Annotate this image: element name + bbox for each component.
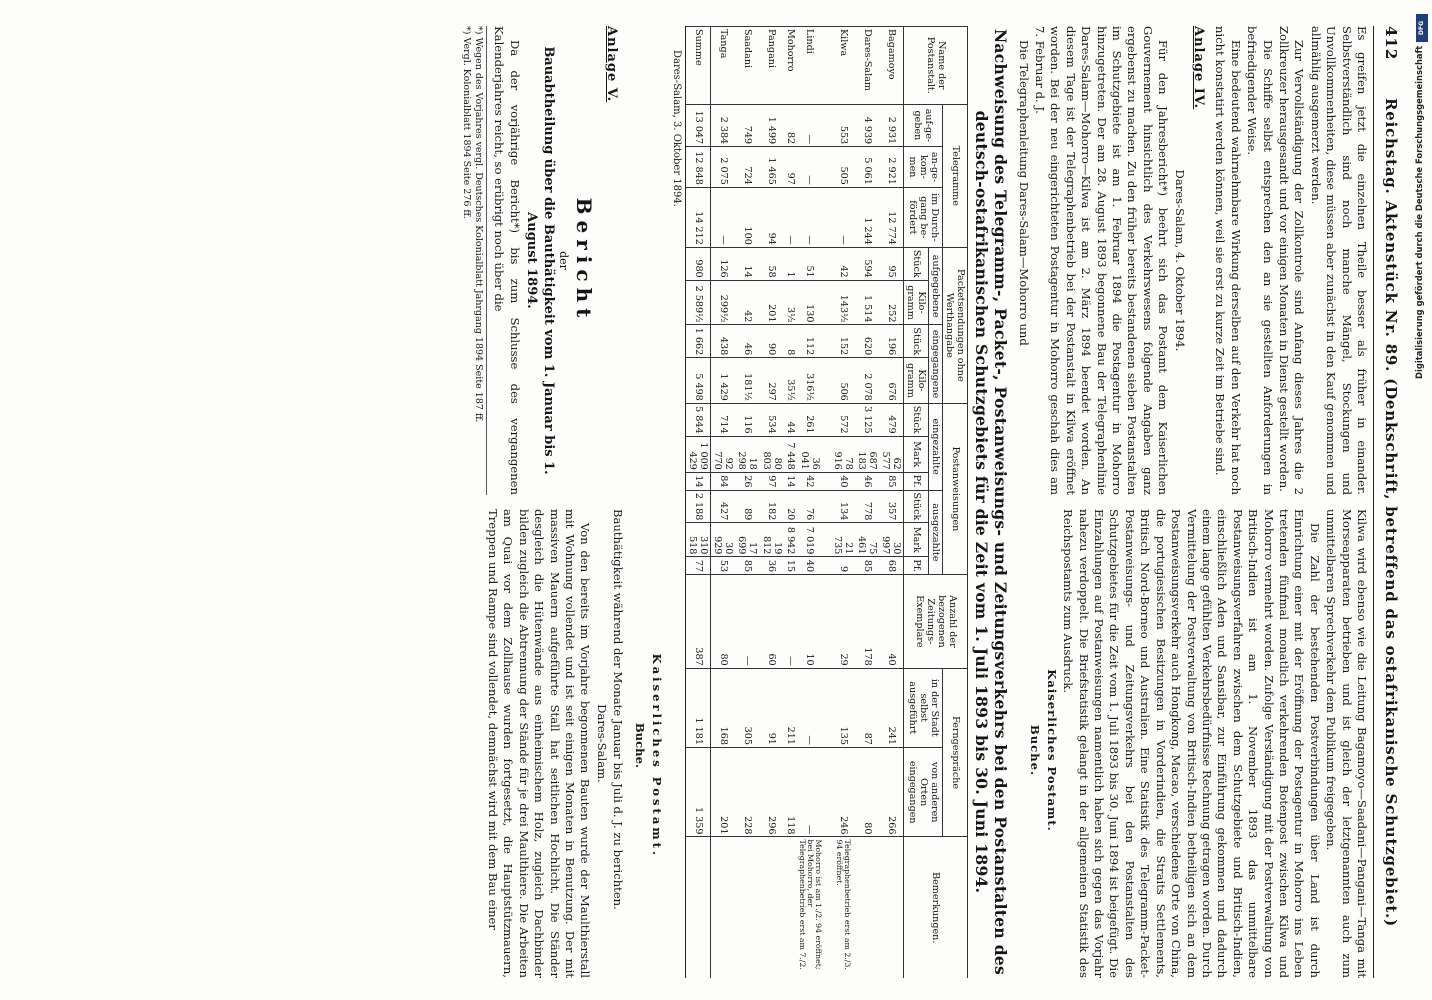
spacer-cell [823,280,831,325]
cell-f2: — [797,747,824,837]
cell-pk-ein-st: 1 662 [686,325,711,358]
cell-pa-ein-st: 714 [711,403,736,436]
cell-tel-an: 2 075 [711,147,736,188]
col-header-postanweisungen: Postanweisungen [943,403,968,574]
cell-f2: 118 [784,747,797,837]
unit-mark: Mark [904,436,929,472]
paragraph: Es greifen jetzt die einzelnen Theile besser als früher in einander. Selbstverständlich sind noch manche Mängel, Stockungen und Unvollkommenheiten, diese müssen aber zunächst in den Kauf genommen und allmählig ausgemerzt werden. [1308,26,1369,495]
table-title: Nachweisung des Telegramm-, Packet-, Postanweisungs- und Zeitungsverkehrs bei den Postanstalten des deutsch-ostafrikanischen Schutzgebiets für die Zeit vom 1. Juli 1893 bis 30. Juni 1894. [971,28,1011,976]
cell-tel-an: 97 [784,147,797,188]
paragraph: Zur Vervollständigung der Zollkontrole sind Anfang dieses Jahres die 2 Zollkreuzer herausgesandt und vor einigen Monaten in Dienst gestellt worden. [1276,26,1307,495]
spacer-cell [823,187,831,247]
cell-postanstalt: Lindi [797,27,824,105]
cell-pa-ein-st: 116 [735,403,759,436]
cell-pa-ein-st: 44 [784,403,797,436]
cell-pa-aus-pf: 85 [855,557,879,575]
cell-zeit: 60 [759,575,783,669]
anlage-v-left [460,26,625,495]
cell-pk-ein-kg: 1 429 [711,358,736,404]
cell-pa-aus-st: 89 [735,490,759,523]
cell-pa-aus-m: 8 942 [784,523,797,557]
cell-pa-ein-st: 5 844 [686,403,711,436]
cell-pa-aus-pf: 40 [797,557,824,575]
cell-pa-ein-m: 7 448 [784,436,797,472]
unit-kilogramm: Kilo-gramm [904,280,929,325]
cell-postanstalt: Mohorro [784,27,797,105]
unit-stueck: Stück [904,325,929,358]
signature-office: Kaiserliches Postamt. [1044,669,1059,832]
cell-tel-an: 5 061 [855,147,879,188]
table-signature-name: Buche. [632,722,647,768]
cell-tel-auf: — [797,104,824,146]
col-header-ferngespraeche: Ferngespräche [943,668,968,837]
unit-stueck: Stück [904,247,929,280]
cell-pa-aus-m: 310 518 [686,523,711,557]
cell-pa-ein-m: 36 041 [797,436,824,472]
unit-stueck: Stück [904,490,929,523]
table-row [784,27,797,979]
cell-zeit: 387 [686,575,711,669]
cell-tel-durch: 12 774 [879,187,904,247]
cell-pk-ein-kg: 181½ [735,358,759,404]
paragraph: Da der vorjährige Bericht*) bis zum Schlusse des vergangenen Kalenderjahres reicht, so erübrigt noch über die [492,26,522,495]
cell-bemerkung: Mohorro ist am 1./2. 94 eröffnet; bei Mohorro, der Telegraphenbetrieb erst am 7./2. [797,837,824,978]
left-column [1014,26,1369,495]
right-column [1014,509,1369,978]
cell-tel-durch: 1 244 [855,187,879,247]
spacer-cell [823,837,831,978]
cell-pk-ein-st: 438 [711,325,736,358]
cell-postanstalt: Kilwa [831,27,855,105]
spacer-cell [823,325,831,358]
cell-pa-aus-pf: 77 [686,557,711,575]
cell-f2: 266 [879,747,904,837]
cell-tel-an: 1 465 [759,147,783,188]
cell-f1: 135 [831,668,855,747]
cell-pa-ein-pf: 46 [855,472,879,490]
cell-tel-auf: 749 [735,104,759,146]
cell-pk-ein-kg: 2 078 [855,358,879,404]
cell-pk-ein-st: 620 [855,325,879,358]
paragraph: Eine bedeutend wahrnehmbare Wirkung derselben auf den Verkehr hat noch nicht konstatirt werden können, weil sie erst zu kurze Zeit im Betriebe sind. [1213,26,1243,495]
spacer-cell [823,557,831,575]
paragraph: Die Zahl der bestehenden Postverbindungen über Land ist durch Einrichtung einer mit der Eröffnung der Postagentur in Mohorro ins Leben tretenden fünfmal monatlich verkehrenden Botenpost zwischen Kilwa und Mohorro vermehrt worden. Zufolge Verständigung mit der Postverwaltung von Britisch-Indien ist am 1. November 1893 das unmittelbare Postanweisungsverfahren zwischen dem Schutzgebiete und Britisch-Indien, einschließlich Aden und Sansibar, zur Einführung gekommen und dadurch einem lange gefühlten Verkehrsbedürfnisse Rechnung getragen worden. Durch Vermittelung der Postverwaltung von Britisch-Indien betheiligen sich an dem Postanweisungsverkehr auch Hongkong, Macao, verschiedene Orte von China, die portugiesischen Besitzungen in Vorderindien, die Straits Settlements, Britisch Nord-Borneo und Australien. Eine Statistik des Telegramm-Packet-Postanweisungs- und Zeitungsverkehrs bei den Postanstalten des Schutzgebietes für die Zeit vom 1. Juli 1893 bis 30. Juni 1894 ist beigefügt. Die Einzahlungen auf Postanweisungen namentlich haben sich gegen das Vorjahr nahezu verdoppelt. Die Briefstatistik gelangt in der allgemeinen Statistik des Reichspostamts zum Ausdruck. [1061,509,1322,978]
cell-tel-durch: — [831,187,855,247]
section-label-anlage-iv: Anlage IV. [1190,26,1206,110]
cell-pk-ein-kg: 316½ [797,358,824,404]
paragraph: Die Telegraphenleitung Dares-Salam—Mohorro und [1016,40,1031,346]
cell-f1: 1 181 [686,668,711,747]
unit-stueck: Stück [904,403,929,436]
col-header-zeitungen: Anzahl der bezogenen Zeitungs-Exemplare [904,575,968,669]
table-body [686,27,904,979]
cell-pk-ein-st: 112 [797,325,824,358]
table-date-line: Dares-Salam, 3. Oktober 1894. [671,50,683,207]
page-number: 412 [1382,26,1400,61]
cell-f2: 246 [831,747,855,837]
cell-pk-auf-kg: 2 589½ [686,280,711,325]
unit-pf: Pf. [904,472,929,490]
table-signature-office: Kaiserliches Postamt. [650,653,664,858]
cell-pa-ein-m: 92 770 [711,436,736,472]
cell-bemerkung [686,837,711,978]
cell-pa-ein-st: 534 [759,403,783,436]
cell-pa-aus-st: 134 [831,490,855,523]
cell-pk-auf-kg: 252 [879,280,904,325]
paragraph: Für den Jahresbericht*) beehrt sich das Postamt dem Kaiserlichen Gouvernement hinsichtlich des Verkehrswesens folgende Angaben ganz ergebenst zu machen. Zu den früher bereits bestandenen sieben Postanstalten im Schutzgebiete ist am 1. Februar 1894 die Postagentur in Mohorro hinzugetreten. Der am 28. August 1893 begonnene Bau der Telegraphenlinie Dares-Salam—Mohorro—Kilwa ist am 2. März 1894 beendet worden. An diesem Tage ist der Telegraphenbetrieb bei der Postanstalt in Kilwa eröffnet worden. Bei der neu eingerichteten Postagentur in Mohorro geschah dies am 7. Februar d. J. [1033,26,1171,495]
cell-tel-an: 12 848 [686,147,711,188]
cell-pk-ein-kg: 297 [759,358,783,404]
cell-pa-ein-m: 62 577 [879,436,904,472]
col-header-tel-auf: auf-ge-geben [904,104,943,146]
col-header-tel-durch: im Durch-gang be-fördert [904,187,943,247]
cell-pa-aus-m: 21 735 [831,523,855,557]
anlage-v-right [460,509,625,978]
table-row [797,27,824,979]
cell-pk-auf-kg: 299½ [711,280,736,325]
cell-pa-aus-pf: 85 [735,557,759,575]
table-row [711,27,736,979]
cell-zeit: 178 [855,575,879,669]
col-header-packet: Packetsendungen ohne Werthangabe [943,247,968,403]
cell-bemerkung [879,837,904,978]
cell-tel-an: — [797,147,824,188]
cell-zeit: 40 [879,575,904,669]
cell-pa-aus-pf: 68 [879,557,904,575]
cell-pk-ein-st: 196 [879,325,904,358]
cell-pa-aus-m: 30 997 [879,523,904,557]
cell-pk-ein-st: 8 [784,325,797,358]
cell-postanstalt: Saadani [735,27,759,105]
spacer-cell [823,472,831,490]
cell-pa-aus-pf: 9 [831,557,855,575]
cell-f1: 241 [879,668,904,747]
cell-pk-auf-st: 14 [735,247,759,280]
cell-pa-aus-m: 7 019 [797,523,824,557]
signature-name: Buche. [1028,724,1043,777]
cell-pa-aus-pf: 53 [711,557,736,575]
table-row [831,27,855,979]
cell-pk-auf-kg: 143½ [831,280,855,325]
cell-pa-ein-pf: 97 [759,472,783,490]
dfg-logo: DFG [1416,14,1428,42]
cell-tel-durch: 14 212 [686,187,711,247]
spacer-cell [823,147,831,188]
cell-zeit: — [735,575,759,669]
cell-pa-aus-st: 182 [759,490,783,523]
unit-mark: Mark [904,523,929,557]
cell-bemerkung [855,837,879,978]
cell-f1: 168 [711,668,736,747]
spacer-cell [823,104,831,146]
spacer-cell [823,523,831,557]
cell-pa-ein-pf: 84 [711,472,736,490]
place-heading: Dares-Salam. [594,704,609,783]
col-header-fern-stadt: in der Stadt selbst ausgeführt [904,668,943,747]
cell-pk-auf-kg: 3½ [784,280,797,325]
unit-pf: Pf. [904,557,929,575]
cell-pk-auf-st: 95 [879,247,904,280]
cell-zeit: 80 [711,575,736,669]
cell-bemerkung [784,837,797,978]
cell-f2: 201 [711,747,736,837]
cell-postanstalt: Dares-Salam [855,27,879,105]
cell-pa-aus-st: 357 [879,490,904,523]
cell-pk-auf-st: 51 [797,247,824,280]
cell-pk-ein-st: 46 [735,325,759,358]
cell-bemerkung [711,837,736,978]
cell-f1: 91 [759,668,783,747]
cell-pa-ein-m: 687 183 [855,436,879,472]
unit-kilogramm: Kilo-gramm [904,358,929,404]
cell-tel-durch: 94 [759,187,783,247]
place-date: Dares-Salam, 4. Oktober 1894. [1172,169,1187,352]
section-label-anlage-v: Anlage V. [604,26,620,103]
spacer-cell [823,490,831,523]
digitization-sidebar [1414,6,1430,994]
spacer-cell [823,575,831,669]
cell-zeit: — [784,575,797,669]
cell-pa-ein-m: 1 009 429 [686,436,711,472]
cell-tel-auf: 2 384 [711,104,736,146]
cell-tel-an: 724 [735,147,759,188]
spacer-cell [823,668,831,747]
cell-pk-auf-kg: 201 [759,280,783,325]
cell-bemerkung [735,837,759,978]
text-columns [1014,26,1369,978]
spacer-cell [823,747,831,837]
footnote: *) Wegen des Vorjahres vergl. Deutsches Kolonialblatt Jahrgang 1894 Seite 187 ff. [473,26,485,423]
cell-pa-aus-st: 76 [797,490,824,523]
col-header-fern-andere: von anderen Orten eingegangen [904,747,943,837]
cell-pa-ein-pf: 42 [797,472,824,490]
cell-pk-ein-kg: 35½ [784,358,797,404]
cell-postanstalt: Pangani [759,27,783,105]
cell-pk-ein-kg: 506 [831,358,855,404]
cell-pa-ein-m: 80 803 [759,436,783,472]
cell-tel-auf: 13 047 [686,104,711,146]
table-row [879,27,904,979]
table-row [735,27,759,979]
cell-tel-auf: 82 [784,104,797,146]
paragraph: Die Schiffe selbst entsprechen den an sie gestellten Anforderungen in befriedigender Weise. [1245,26,1275,495]
cell-tel-auf: 1 499 [759,104,783,146]
cell-pa-ein-st: 572 [831,403,855,436]
cell-pk-auf-st: 42 [831,247,855,280]
cell-bemerkung [759,837,783,978]
col-header-name: Name der Postanstalt. [904,27,968,105]
cell-tel-auf: 2 931 [879,104,904,146]
report-subtitle: Bauabtheilung über die Bauthätigkeit vom 1. Januar bis 1. August 1894. [523,46,556,475]
cell-pa-aus-m: 17 699 [735,523,759,557]
cell-pa-aus-m: 75 461 [855,523,879,557]
cell-pa-ein-pf: 40 [831,472,855,490]
col-header-bemerkungen: Bemerkungen. [904,837,968,978]
cell-tel-an: 2 921 [879,147,904,188]
cell-pa-aus-st: 427 [711,490,736,523]
cell-pk-auf-kg: 1 514 [855,280,879,325]
footnote: *) Vergl. Kolonialblatt 1894 Seite 276 ff. [461,26,473,219]
cell-pa-aus-pf: 15 [784,557,797,575]
cell-pk-auf-st: 58 [759,247,783,280]
cell-pa-ein-pf: 14 [686,472,711,490]
cell-pk-auf-st: 1 [784,247,797,280]
col-header-pa-ausgezahlt: ausgezahlte [929,490,943,575]
cell-pa-aus-st: 778 [855,490,879,523]
table-row [855,27,879,979]
cell-f1: 305 [735,668,759,747]
cell-pa-ein-pf: 26 [735,472,759,490]
cell-pa-aus-m: 30 929 [711,523,736,557]
col-header-pa-eingezahlt: eingezahlte [929,403,943,490]
cell-zeit: 10 [797,575,824,669]
cell-tel-auf: 4 939 [855,104,879,146]
cell-f2: 1 359 [686,747,711,837]
cell-pa-aus-st: 2 188 [686,490,711,523]
cell-pk-auf-st: 126 [711,247,736,280]
cell-tel-an: 505 [831,147,855,188]
cell-bemerkung: Telegraphenbetrieb erst am 2./3. 94 eröffnet. [831,837,855,978]
cell-pa-ein-st: 479 [879,403,904,436]
col-header-pk-eingegangen: eingegangene [929,325,943,403]
cell-f1: — [797,668,824,747]
spacer-cell [823,436,831,472]
cell-tel-durch: — [711,187,736,247]
cell-pk-ein-st: 90 [759,325,783,358]
cell-f2: 80 [855,747,879,837]
cell-pa-ein-st: 3 125 [855,403,879,436]
running-title: Reichstag. Aktenstück Nr. 89. (Denkschrift, betreffend das ostafrikanische Schutzgebiet.) [1382,98,1400,927]
cell-pa-aus-st: 20 [784,490,797,523]
spacer-cell [823,27,831,105]
anlage-v-section [460,26,625,978]
cell-pa-aus-pf: 36 [759,557,783,575]
paragraph: Kilwa wird ebenso wie die Leitung Bagamoyo—Saadani—Pangani—Tanga mit Morseapparaten betrieben und ist gleich der letztgenannten auch zum unmittelbaren Sprechverkehr dem Publikum freigegeben. [1324,509,1369,978]
cell-postanstalt: Bagamoyo [879,27,904,105]
digitization-note: Digitalisierung gefördert durch die Deutsche Forschungsgemeinschaft [1414,46,1424,380]
cell-f1: 87 [855,668,879,747]
cell-pa-ein-pf: 85 [879,472,904,490]
statistics-table [685,26,968,978]
cell-pa-aus-m: 19 812 [759,523,783,557]
cell-tel-auf: 553 [831,104,855,146]
cell-tel-durch: 100 [735,187,759,247]
cell-pk-auf-kg: 42 [735,280,759,325]
cell-pk-auf-st: 594 [855,247,879,280]
cell-pk-auf-kg: 130 [797,280,824,325]
paragraph: Von den bereits im Vorjahre begonnenen Bauten wurde der Maulthierstall mit Wohnung vollendet und ist seit einigen Monaten in Benutzung. Der mit massiven Mauern aufgeführte Stall hat seitlichen Hochlicht. Die Ständer desgleich die Hütenwände aus einheimischem Holz, zugleich Dachbinder bilden zugleich die Abtrennung der Stände für je drei Maulthiere. Die Arbeiten am Quai vor dem Zollhause wurden fortgesetzt, die Hauptstützmauern, Treppen und Rampe sind vollendet, demnächst wird mit dem Bau einer [485,509,593,978]
spacer-cell [823,403,831,436]
cell-pa-ein-st: 261 [797,403,824,436]
report-title-der: der [557,251,571,270]
cell-f2: 228 [735,747,759,837]
col-header-pk-aufgegeben: aufgegebene [929,247,943,325]
table-row [759,27,783,979]
cell-pk-auf-st: 980 [686,247,711,280]
cell-pa-ein-m: 78 916 [831,436,855,472]
cell-pk-ein-kg: 5 498 [686,358,711,404]
cell-postanstalt: Summe [686,27,711,105]
cell-tel-durch: — [797,187,824,247]
spacer-cell [823,247,831,280]
spacer-cell [823,358,831,404]
cell-pk-ein-st: 152 [831,325,855,358]
cell-f1: 211 [784,668,797,747]
cell-zeit: 29 [831,575,855,669]
cell-postanstalt: Tanga [711,27,736,105]
paragraph: Bauthätigkeit während der Monate Januar bis Juli d. J. zu berichten. [611,509,626,910]
page-header [1373,26,1400,978]
col-header-tel-an: an-ge-kom-men [904,147,943,188]
report-title: Bericht [571,197,596,324]
col-header-telegramme: Telegramme [943,104,968,247]
table-sum-row [686,27,711,979]
cell-pk-ein-kg: 676 [879,358,904,404]
cell-tel-durch: — [784,187,797,247]
footnotes [460,26,487,495]
cell-f2: 296 [759,747,783,837]
row-spacer [823,27,831,979]
cell-pa-ein-m: 18 298 [735,436,759,472]
cell-pa-ein-pf: 14 [784,472,797,490]
